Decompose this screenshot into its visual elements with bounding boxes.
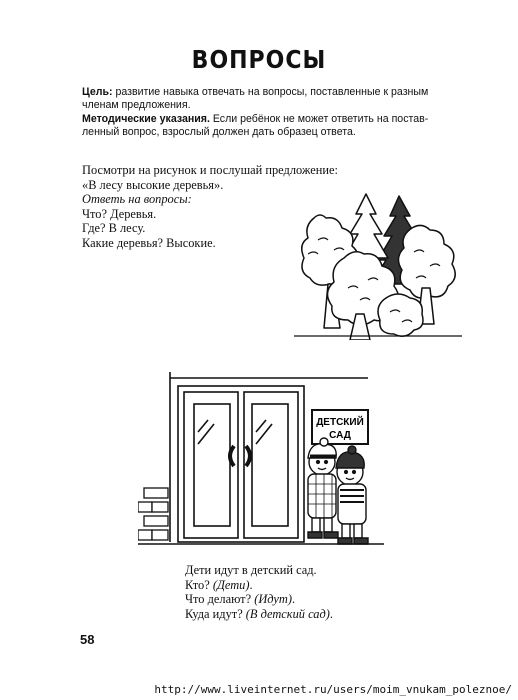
exercise-line bbox=[185, 592, 333, 607]
guidelines-label: Методические указания. bbox=[82, 113, 210, 125]
exercise-line bbox=[185, 578, 333, 593]
goal-text-cont: членам предложения. bbox=[82, 99, 191, 111]
footer-url: http://www.liveinternet.ru/users/moim_vnukam_poleznoe/ bbox=[154, 683, 512, 696]
goal-label: Цель: bbox=[82, 86, 113, 98]
sign-line-1: ДЕТСКИЙ bbox=[316, 417, 364, 428]
exercise-line: Посмотри на рисунок и послушай предложение: bbox=[82, 163, 338, 177]
forest-illustration bbox=[294, 188, 462, 340]
punct: . bbox=[329, 606, 333, 621]
guidelines-text: Если ребёнок не может ответить на постав- bbox=[209, 113, 429, 125]
answer: (Дети) bbox=[212, 577, 250, 592]
exercise-line: Что? Деревья. bbox=[82, 206, 157, 221]
punct: . bbox=[249, 577, 253, 592]
sign-line-2: САД bbox=[329, 430, 351, 441]
goal-text: развитие навыка отвечать на вопросы, поставленные к разным bbox=[112, 86, 429, 98]
exercise-kindergarten bbox=[185, 563, 333, 621]
exercise-line: Какие деревья? Высокие. bbox=[82, 235, 216, 250]
punct: . bbox=[291, 592, 296, 607]
page-number: 58 bbox=[80, 632, 95, 647]
goal-paragraph bbox=[82, 86, 454, 112]
kindergarten-sign bbox=[312, 410, 368, 444]
question: Куда идут? bbox=[185, 606, 246, 621]
question: Кто? bbox=[185, 577, 213, 592]
exercise-line: «В лесу высокие деревья». bbox=[82, 177, 224, 192]
answer: (В детский сад) bbox=[245, 606, 330, 621]
page-title: ВОПРОСЫ bbox=[191, 46, 327, 75]
guidelines-paragraph bbox=[82, 113, 454, 139]
exercise-line: Ответь на вопросы: bbox=[82, 192, 192, 207]
question: Что делают? bbox=[185, 592, 255, 607]
answer: (Идут) bbox=[254, 592, 292, 607]
exercise-line bbox=[185, 607, 333, 622]
exercise-line: Где? В лесу. bbox=[82, 221, 146, 236]
exercise-line: Дети идут в детский сад. bbox=[185, 563, 317, 577]
guidelines-text-cont: ленный вопрос, взрослый должен дать образец ответа. bbox=[82, 126, 356, 138]
kindergarten-illustration bbox=[138, 372, 384, 556]
